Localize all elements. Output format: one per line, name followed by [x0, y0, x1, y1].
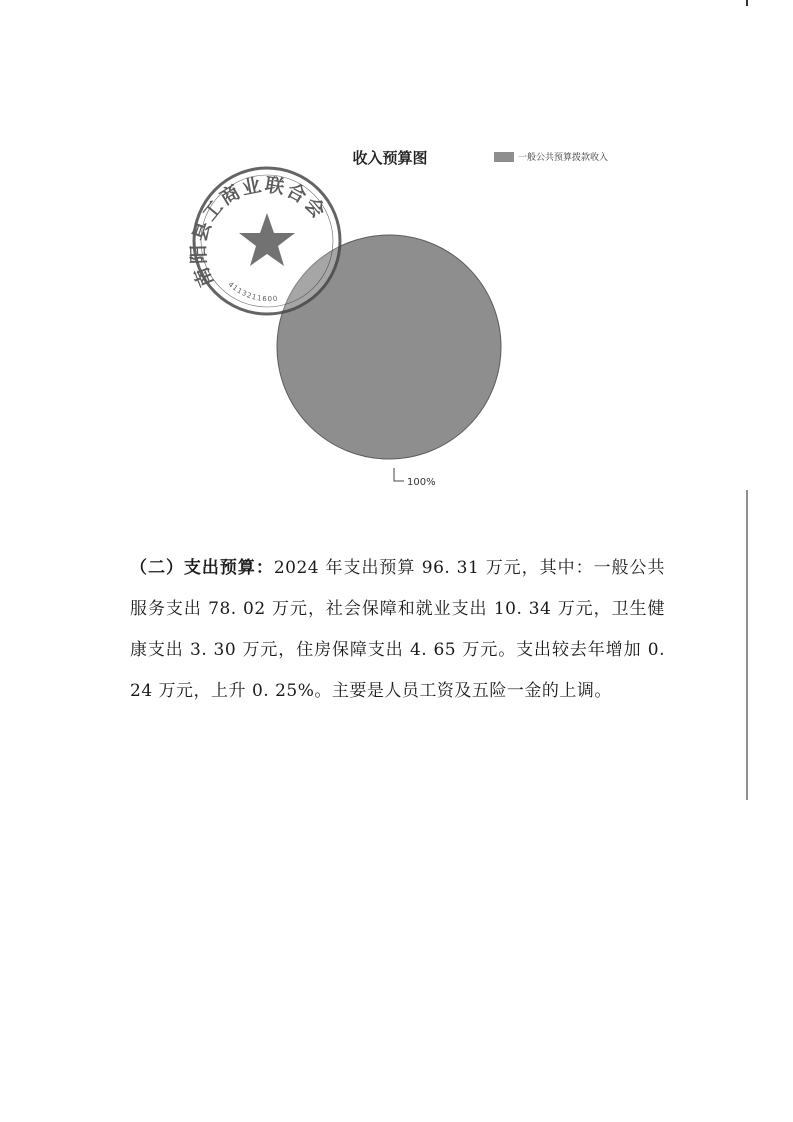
- legend-label: 一般公共预算拨款收入: [518, 153, 609, 163]
- pie-chart: [0, 0, 793, 520]
- stamp-text: 南阳县工商业联合会: [187, 173, 331, 290]
- data-label-leader: [394, 468, 404, 481]
- expenditure-paragraph: [130, 548, 665, 712]
- data-label: 100%: [407, 477, 436, 488]
- chart-title: 收入预算图: [352, 149, 428, 167]
- stamp: [188, 168, 340, 314]
- scan-edge-line: [746, 490, 748, 800]
- stamp-number: 4113211600: [226, 280, 279, 304]
- paragraph-body: 2024 年支出预算 96. 31 万元，其中：一般公共服务支出 78. 02 万元，社会保障和就业支出 10. 34 万元，卫生健康支出 3. 30 万元，住房保障支出 4. 65 万元。支出较去年增加 0. 24 万元，上升 0. 25%。主要是人员工资及五险一金的上调。: [130, 558, 666, 701]
- section-label: （二）支出预算：: [130, 558, 274, 578]
